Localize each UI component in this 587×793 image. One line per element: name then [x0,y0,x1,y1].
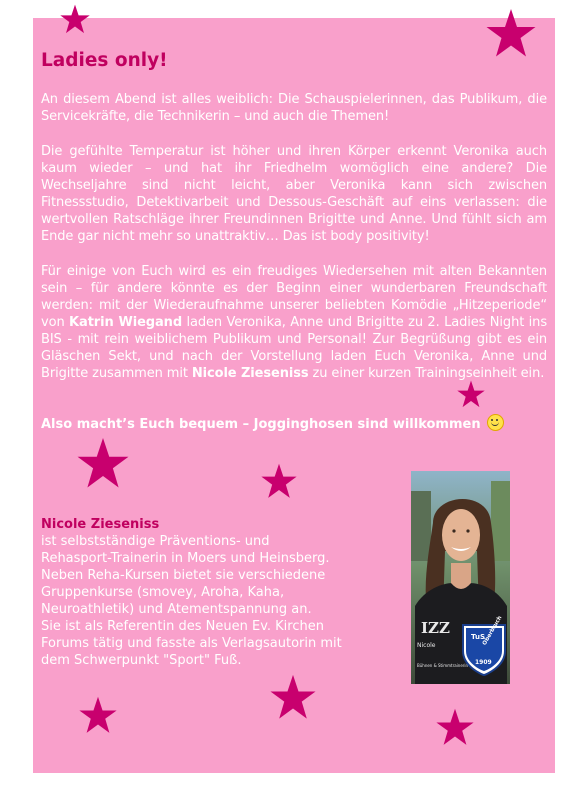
badge-line-2: Oberbruch [481,615,504,647]
portrait-photo [411,471,510,684]
call-to-action [41,414,551,433]
author-name: Katrin Wiegand [69,315,183,330]
star-icon [77,437,129,489]
bio-line: Neuroathletik) und Atementspannung an. [41,602,312,617]
star-icon [79,696,117,734]
bio-line: Gruppenkurse (smovey, Aroha, Kaha, [41,585,285,600]
event-paragraph [41,263,547,382]
star-icon [261,463,297,499]
star-icon [60,4,90,34]
shirt-print: Nicole [417,642,436,649]
event-text-1: Für einige von Euch wird es ein freudiges Wiedersehen mit alten Bekannten sein – für andere könnte es der Beginn einer wunderbaren Freundschaft werden: mit der Wiederaufnahme unserer beliebten Komödie „Hitzeperiode“ von [41,264,547,330]
star-icon [457,380,485,408]
smiley-icon [487,414,504,431]
bio-line: Rehasport-Trainerin in Moers und Heinsberg. [41,551,330,566]
star-icon [436,708,474,746]
badge-line-1: TuS [471,633,486,641]
trainer-name: Nicole Zieseniss [191,366,309,381]
star-icon [486,8,536,58]
shirt-subtext: Bühnen & Stimmtrainerin [417,663,469,668]
event-text-3: zu einer kurzen Trainingseinheit ein. [308,366,545,381]
badge-year: 1909 [475,659,492,666]
page-title: Ladies only! [41,50,168,71]
call-to-action-text: Also macht’s Euch bequem – Jogginghosen sind willkommen [41,417,481,432]
bio-line: Sie ist als Referentin des Neuen Ev. Kirchen [41,619,324,634]
bio-line: Forums tätig und fasste als Verlagsautorin mit [41,636,342,651]
star-icon [270,674,316,720]
svg-text:IZZ: IZZ [421,619,450,637]
event-text-2: laden Veronika, Anne und Brigitte zu 2. Ladies Night ins BIS - mit rein weiblichem Publikum und Personal! Zur Begrüßung gibt es ein Gläschen Sekt, und nach der Vorstellung laden Euch Veronika, Anne und Brigitte zusammen mit [41,315,547,381]
story-paragraph: Die gefühlte Temperatur ist höher und ihren Körper erkennt Veronika auch kaum wieder – und hat ihr Friedhelm womöglich eine andere? Die Wechseljahre sind nicht leicht, aber Veronika kann sich zwischen Fitnessstudio, Detektivarbeit und Dessous-Geschäft auf eins verlassen: die wertvollen Ratschläge ihrer Freundinnen Brigitte und Anne. Und fühlt sich am Ende gar nicht mehr so unattraktiv… Das ist body positivity! [41,144,547,244]
intro-paragraph: An diesem Abend ist alles weiblich: Die Schauspielerinnen, das Publikum, die Servicekräfte, die Technikerin – und auch die Themen! [41,92,547,124]
bio-name: Nicole Zieseniss [41,517,160,532]
bio-line: Neben Reha-Kursen bietet sie verschiedene [41,568,326,583]
bio-text [41,533,381,669]
bio-line: ist selbstständige Präventions- und [41,534,270,549]
bio-line: dem Schwerpunkt "Sport" Fuß. [41,653,242,668]
